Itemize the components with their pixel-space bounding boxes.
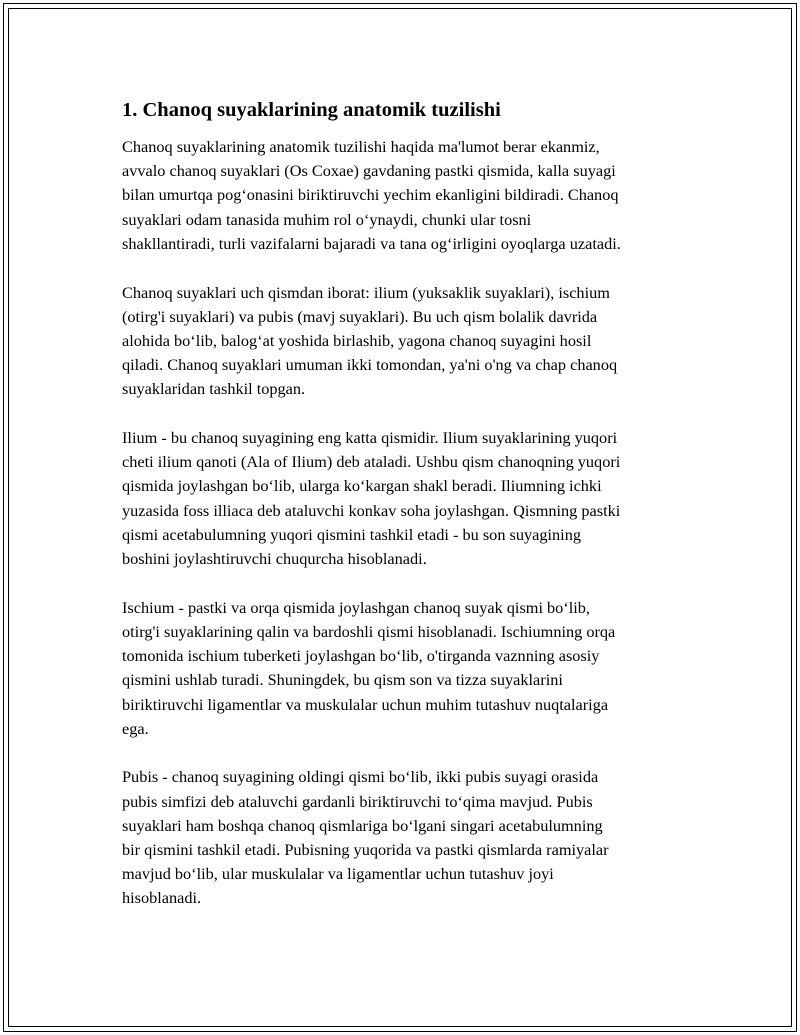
paragraph-line: Ischium - pastki va orqa qismida joylashgan chanoq suyak qismi bo‘lib, — [122, 597, 591, 617]
paragraph-line: boshini joylashtiruvchi chuqurcha hisoblanadi. — [122, 549, 427, 569]
paragraph-line: otirg'i suyaklarining qalin va bardoshli qismi hisoblanadi. Ischiumning orqa — [122, 621, 616, 641]
paragraph-line: qismi acetabulumning yuqori qismini tashkil etadi - bu son suyagining — [122, 524, 581, 544]
paragraph-line: bilan umurtqa pog‘onasini biriktiruvchi yechim ekanligini bildiradi. Chanoq — [122, 185, 619, 205]
paragraph-line: pubis simfizi deb ataluvchi gardanli biriktiruvchi to‘qima mavjud. Pubis — [122, 791, 593, 811]
paragraph-line: alohida bo‘lib, balog‘at yoshida birlashib, yagona chanoq suyagini hosil — [122, 330, 592, 350]
paragraph-5 — [122, 765, 697, 910]
paragraph-line: hisoblanadi. — [122, 888, 202, 908]
paragraph-line: yuzasida foss illiaca deb ataluvchi konkav soha joylashgan. Qismning pastki — [122, 500, 621, 520]
paragraph-line: Chanoq suyaklarining anatomik tuzilishi haqida ma'lumot berar ekanmiz, — [122, 137, 600, 156]
paragraph-line: ega. — [122, 718, 149, 738]
paragraph-line: qismida joylashgan bo‘lib, ularga ko‘kargan shakl beradi. Iliumning ichki — [122, 476, 602, 496]
paragraph-line: Ilium - bu chanoq suyagining eng katta qismidir. Ilium suyaklarining yuqori — [122, 428, 618, 448]
paragraph-line: (otirg'i suyaklari) va pubis (mavj suyaklari). Bu uch qism bolalik davrida — [122, 306, 598, 326]
paragraph-3 — [122, 426, 697, 571]
paragraph-line: mavjud bo‘lib, ular muskulalar va ligamentlar uchun tutashuv joyi — [122, 864, 554, 884]
paragraph-line: bir qismini tashkil etadi. Pubisning yuqorida va pastki qismlarda ramiyalar — [122, 840, 609, 860]
paragraph-line: tomonida ischium tuberketi joylashgan bo‘lib, o'tirganda vaznning asosiy — [122, 646, 600, 666]
document-content — [122, 96, 697, 935]
paragraph-line: suyaklari ham boshqa chanoq qismlariga bo‘lgani singari acetabulumning — [122, 815, 603, 835]
paragraph-line: biriktiruvchi ligamentlar va muskulalar uchun muhim tutashuv nuqtalariga — [122, 694, 609, 714]
document-page — [3, 3, 797, 1032]
paragraph-2 — [122, 281, 697, 402]
paragraph-1 — [122, 135, 697, 256]
paragraph-line: shakllantiradi, turli vazifalarni bajaradi va tana og‘irligini oyoqlarga uzatadi. — [122, 233, 621, 253]
paragraph-line: qiladi. Chanoq suyaklari umuman ikki tomondan, ya'ni o'ng va chap chanoq — [122, 355, 618, 375]
paragraph-line: suyaklari odam tanasida muhim rol o‘ynaydi, chunki ular tosni — [122, 209, 532, 229]
paragraph-line: suyaklaridan tashkil topgan. — [122, 379, 306, 399]
paragraph-line: cheti ilium qanoti (Ala of Ilium) deb ataladi. Ushbu qism chanoqning yuqori — [122, 452, 621, 472]
paragraph-line: Chanoq suyaklari uch qismdan iborat: ilium (yuksaklik suyaklari), ischium — [122, 282, 610, 302]
paragraph-line: Pubis - chanoq suyagining oldingi qismi bo‘lib, ikki pubis suyagi orasida — [122, 767, 599, 787]
paragraph-line: qismini ushlab turadi. Shuningdek, bu qism son va tizza suyaklarini — [122, 670, 563, 690]
paragraph-4 — [122, 596, 697, 741]
paragraph-line: avvalo chanoq suyaklari (Os Coxae) gavdaning pastki qismida, kalla suyagi — [122, 161, 616, 181]
section-title: 1. Chanoq suyaklarining anatomik tuzilishi — [122, 99, 501, 121]
